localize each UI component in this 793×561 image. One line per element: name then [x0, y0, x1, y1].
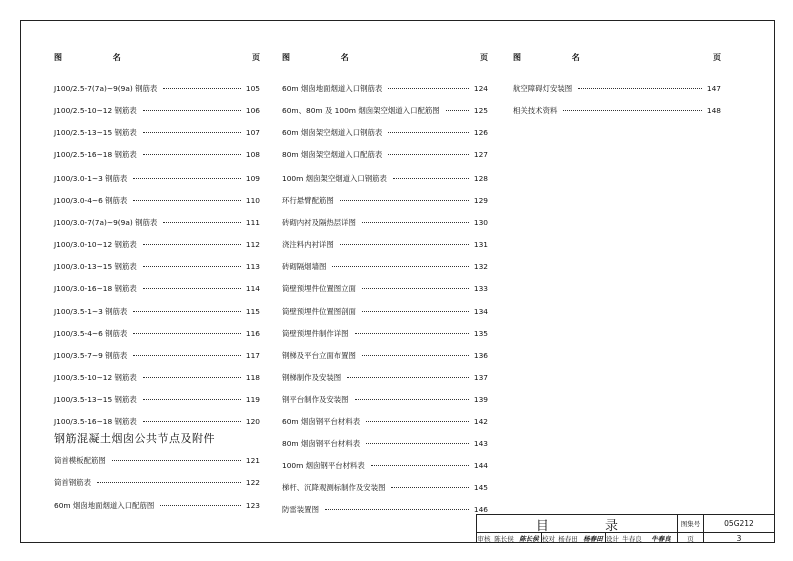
toc-entry-title: J100/3.0-10~12 钢筋表 [54, 240, 137, 250]
toc-entry [54, 172, 260, 184]
column-header [54, 52, 260, 66]
toc-entry-page: 118 [245, 372, 260, 382]
leader-dots [143, 377, 241, 378]
leader-dots [388, 88, 469, 89]
toc-entry-title: 防雷装置图 [282, 505, 319, 515]
toc-entry-title: 100m 烟囱钢平台材料表 [282, 461, 365, 471]
toc-entry-page: 142 [473, 417, 488, 426]
toc-entry-title: 60m 烟囱地面烟道入口钢筋表 [282, 83, 383, 93]
toc-entry [282, 217, 488, 229]
atlas-number: 05G212 [703, 515, 774, 532]
toc-entry-title: 钢平台制作及安装图 [282, 394, 349, 404]
toc-entry-page: 130 [473, 218, 488, 228]
atlas-label: 图集号 [677, 515, 703, 532]
toc-entry-page: 134 [473, 306, 488, 316]
toc-entry-title: 100m 烟囱架空烟道入口钢筋表 [282, 173, 387, 183]
toc-entry-page: 131 [473, 240, 488, 250]
toc-entry-title: J100/3.0-1~3 钢筋表 [54, 173, 128, 183]
toc-entry [282, 371, 488, 383]
toc-entry-title: J100/3.0-13~15 钢筋表 [54, 262, 137, 272]
leader-dots [388, 154, 469, 155]
leader-dots [143, 399, 241, 400]
toc-entry-page: 106 [245, 105, 260, 115]
toc-entry-page: 107 [245, 127, 260, 137]
leader-dots [340, 244, 469, 245]
toc-entry-title: J100/3.5-10~12 钢筋表 [54, 372, 137, 382]
header-page-label: 页 [713, 53, 721, 62]
section-title: 钢筋混凝土烟囱公共节点及附件 [54, 432, 215, 445]
toc-entry-title: 浇注料内衬详图 [282, 240, 334, 250]
leader-dots [143, 132, 241, 133]
designer-name: 牛春良 [622, 534, 642, 543]
header-name-label: 图 名 [54, 53, 145, 62]
leader-dots [133, 311, 241, 312]
toc-entry [282, 172, 488, 184]
leader-dots [163, 88, 241, 89]
toc-entry-title: 筒壁预埋件制作详图 [282, 328, 349, 338]
header-page-label: 页 [480, 53, 488, 62]
leader-dots [143, 244, 241, 245]
toc-entry [282, 104, 488, 116]
toc-entry [282, 482, 488, 494]
leader-dots [388, 132, 469, 133]
toc-entry-title: J100/3.0-7(7a)~9(9a) 钢筋表 [54, 218, 158, 228]
leader-dots [366, 443, 469, 444]
toc-entry-title: 80m 烟囱钢平台材料表 [282, 439, 361, 449]
leader-dots [362, 311, 469, 312]
toc-entry [282, 195, 488, 207]
toc-entry-page: 105 [245, 83, 260, 93]
toc-entry-title: 筒首钢筋表 [54, 478, 91, 487]
toc-entry-page: 127 [473, 149, 488, 159]
leader-dots [563, 110, 702, 111]
toc-entry-page: 122 [245, 478, 260, 487]
leader-dots [143, 266, 241, 267]
toc-entry [54, 239, 260, 251]
toc-entry-title: 钢梯及平台立面布置图 [282, 350, 356, 360]
toc-entry-page: 125 [473, 105, 488, 115]
toc-entry-page: 139 [473, 394, 488, 404]
toc-entry-page: 117 [245, 350, 260, 360]
toc-entry-title: 筒壁预埋件位置图立面 [282, 284, 356, 294]
leader-dots [332, 266, 469, 267]
toc-entry-page: 112 [245, 240, 260, 250]
toc-entry [54, 393, 260, 405]
reviewer-name: 陈长侯 [494, 534, 514, 543]
toc-entry-title: J100/3.5-7~9 钢筋表 [54, 350, 128, 360]
leader-dots [143, 421, 241, 422]
leader-dots [347, 377, 469, 378]
toc-entry [282, 460, 488, 472]
leader-dots [371, 465, 469, 466]
leader-dots [340, 200, 469, 201]
leader-dots [112, 460, 241, 461]
toc-entry-title: 筒首模板配筋图 [54, 455, 106, 465]
review-label: 审核 [477, 534, 491, 543]
toc-entry-page: 111 [245, 218, 260, 228]
toc-entry-title: 80m 烟囱架空烟道入口配筋表 [282, 149, 383, 159]
toc-entry-title: J100/3.5-16~18 钢筋表 [54, 417, 137, 426]
toc-entry [282, 261, 488, 273]
toc-entry-page: 147 [706, 83, 721, 93]
toc-entry [54, 195, 260, 207]
toc-entry [282, 416, 488, 428]
toc-entry [54, 283, 260, 295]
toc-entry-page: 108 [245, 149, 260, 159]
toc-entry [282, 239, 488, 251]
toc-entry-page: 119 [245, 394, 260, 404]
title-block-row-2 [477, 533, 775, 543]
toc-entry [54, 261, 260, 273]
toc-entry [282, 438, 488, 450]
leader-dots [391, 487, 469, 488]
toc-entry-title: J100/2.5-7(7a)~9(9a) 钢筋表 [54, 83, 158, 93]
toc-entry [282, 349, 488, 361]
toc-column-3 [513, 52, 721, 115]
design-label: 设计 [606, 534, 619, 543]
leader-dots [362, 288, 469, 289]
toc-entry-page: 116 [245, 328, 260, 338]
title-block [476, 514, 775, 543]
toc-entry-page: 129 [473, 196, 488, 205]
toc-entry [54, 499, 260, 511]
toc-entry-title: 筒壁预埋件位置图剖面 [282, 306, 356, 316]
toc-entry-title: 钢梯制作及安装图 [282, 372, 342, 382]
toc-entry [282, 82, 488, 94]
leader-dots [446, 110, 469, 111]
checker-name: 杨春田 [558, 534, 578, 543]
leader-dots [393, 178, 469, 179]
toc-entry-page: 114 [245, 284, 260, 294]
toc-column-2 [282, 52, 488, 515]
toc-entry-page: 124 [473, 83, 488, 93]
header-name-label: 图 名 [282, 53, 373, 62]
column-header [513, 52, 721, 66]
leader-dots [362, 222, 469, 223]
toc-entry [282, 283, 488, 295]
toc-entry [54, 454, 260, 466]
toc-entry-title: 相关技术资料 [513, 105, 558, 115]
toc-entry-title: 梯杆、沉降观测标制作及安装图 [282, 483, 386, 493]
toc-entry-page: 120 [245, 417, 260, 426]
toc-entry-page: 110 [245, 196, 260, 205]
leader-dots [143, 288, 241, 289]
leader-dots [133, 178, 241, 179]
designer-signature: 牛春良 [651, 534, 671, 543]
toc-entry-title: J100/3.0-16~18 钢筋表 [54, 284, 137, 294]
leader-dots [355, 333, 469, 334]
leader-dots [143, 154, 241, 155]
toc-entry [282, 148, 488, 160]
toc-entry-title: 60m、80m 及 100m 烟囱架空烟道入口配筋图 [282, 105, 440, 115]
toc-entry-title: J100/3.5-13~15 钢筋表 [54, 394, 137, 404]
toc-entry-page: 113 [245, 262, 260, 272]
toc-entry-page: 146 [473, 505, 488, 515]
page-number: 3 [703, 533, 774, 543]
toc-entry [282, 393, 488, 405]
toc-entry [54, 126, 260, 138]
toc-entry-page: 128 [473, 173, 488, 183]
toc-entry-title: 砖砌内衬及隔热层详图 [282, 218, 356, 228]
toc-entry [54, 148, 260, 160]
checker-signature: 杨春田 [583, 534, 603, 543]
toc-entry-title: 航空障碍灯安装图 [513, 83, 573, 93]
leader-dots [97, 482, 241, 483]
page-label: 页 [677, 533, 703, 543]
toc-entry-page: 115 [245, 306, 260, 316]
toc-entry [282, 504, 488, 516]
header-page-label: 页 [252, 53, 260, 62]
toc-entry [513, 82, 721, 94]
toc-entry-title: 60m 烟囱地面烟道入口配筋图 [54, 500, 155, 510]
toc-entry-page: 144 [473, 461, 488, 471]
leader-dots [160, 505, 241, 506]
toc-column-1 [54, 52, 260, 510]
toc-entry-title: 60m 烟囱钢平台材料表 [282, 417, 361, 426]
toc-entry [54, 82, 260, 94]
header-name-label: 图 名 [513, 53, 604, 62]
toc-entry-page: 126 [473, 127, 488, 137]
toc-entry-title: 环行悬臂配筋图 [282, 196, 334, 205]
toc-entry [282, 327, 488, 339]
toc-entry-page: 109 [245, 173, 260, 183]
toc-entry-title: J100/3.5-1~3 钢筋表 [54, 306, 128, 316]
toc-entry-title: 砖砌隔烟墙图 [282, 262, 327, 272]
leader-dots [355, 399, 469, 400]
toc-entry [282, 305, 488, 317]
leader-dots [366, 421, 469, 422]
leader-dots [578, 88, 702, 89]
toc-entry [54, 217, 260, 229]
check-label: 校对 [542, 534, 555, 543]
toc-entry [54, 416, 260, 428]
toc-entry-page: 143 [473, 439, 488, 449]
toc-entry-title: J100/2.5-13~15 钢筋表 [54, 127, 137, 137]
toc-entry-title: J100/3.0-4~6 钢筋表 [54, 196, 128, 205]
leader-dots [133, 333, 241, 334]
title-block-row-1 [477, 515, 775, 533]
toc-entry-title: J100/3.5-4~6 钢筋表 [54, 328, 128, 338]
toc-entry [282, 126, 488, 138]
toc-entry-title: J100/2.5-10~12 钢筋表 [54, 105, 137, 115]
toc-entry [54, 349, 260, 361]
leader-dots [133, 355, 241, 356]
leader-dots [133, 200, 241, 201]
leader-dots [143, 110, 241, 111]
toc-entry [54, 104, 260, 116]
toc-entry-page: 121 [245, 455, 260, 465]
toc-entry-page: 148 [706, 105, 721, 115]
leader-dots [362, 355, 469, 356]
toc-entry-title: J100/2.5-16~18 钢筋表 [54, 149, 137, 159]
leader-dots [163, 222, 241, 223]
toc-entry-page: 135 [473, 328, 488, 338]
toc-entry-page: 123 [245, 500, 260, 510]
toc-entry-title: 60m 烟囱架空烟道入口钢筋表 [282, 127, 383, 137]
reviewer-signature: 陈长侯 [519, 534, 539, 543]
column-header [282, 52, 488, 66]
toc-entry [54, 305, 260, 317]
toc-entry-page: 145 [473, 483, 488, 493]
toc-entry [54, 327, 260, 339]
toc-entry [513, 104, 721, 116]
drawing-title: 目 录 [535, 518, 645, 534]
toc-entry-page: 132 [473, 262, 488, 272]
toc-entry [54, 371, 260, 383]
leader-dots [325, 509, 469, 510]
toc-entry-page: 133 [473, 284, 488, 294]
toc-entry-page: 137 [473, 372, 488, 382]
toc-entry [54, 477, 260, 489]
toc-entry-page: 136 [473, 350, 488, 360]
